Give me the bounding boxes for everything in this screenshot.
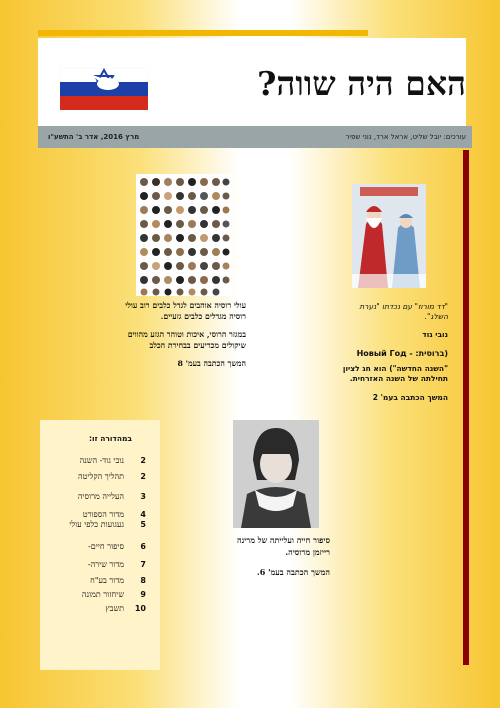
toc-label: תהליך הקליטה bbox=[78, 472, 124, 481]
russia-israel-flag-logo bbox=[60, 68, 148, 110]
toc-label: מדור שירה- bbox=[87, 560, 124, 569]
dogs-paragraph-1: עולי רוסיה אוהבים לגדל כלבים רוב עולי רוסיה מגדלים כלבים גזעיים. bbox=[125, 301, 246, 321]
toc-item[interactable] bbox=[40, 604, 150, 616]
life-story-text bbox=[226, 534, 330, 586]
toc-heading: במהדורה זו: bbox=[89, 434, 132, 443]
toc-page-number: 3 bbox=[140, 492, 146, 501]
toc-page-number: 5 bbox=[140, 520, 146, 529]
toc-item[interactable] bbox=[40, 456, 150, 468]
toc-item[interactable] bbox=[40, 576, 150, 588]
toc-item[interactable] bbox=[40, 472, 150, 484]
toc-page-number: 7 bbox=[140, 560, 146, 569]
card-caption: "דד מורוז" עם נכדתו "נערת השלג". bbox=[359, 302, 448, 321]
editors-line: עורכים: יובל שליט, אראל ארד, נוני שפיר bbox=[345, 133, 466, 141]
toc-item[interactable] bbox=[40, 542, 150, 554]
toc-label: נובי גוד- השנה bbox=[79, 456, 124, 465]
toc-label: סיפור חיים- bbox=[88, 542, 124, 551]
newsletter-title: האם היה שווה? bbox=[257, 64, 466, 103]
new-year-heading: נובי גוד bbox=[422, 330, 448, 339]
dog-breeds-collage-image bbox=[136, 174, 232, 296]
editors-strip bbox=[38, 126, 472, 148]
dogs-paragraph-2: במגזר הרוסי, איכות וטוהר הגזע מהווים שיקולים מכריעים בבחירת הכלב bbox=[127, 330, 246, 350]
toc-label: מדור הספורט bbox=[82, 510, 124, 519]
toc-item[interactable] bbox=[40, 492, 150, 504]
russian-label: (ברוסית: - bbox=[409, 349, 448, 358]
toc-label: העלייה מרוסיה bbox=[77, 492, 124, 501]
toc-page-number: 2 bbox=[140, 472, 146, 481]
toc-item[interactable] bbox=[40, 520, 150, 532]
toc-label: מדור בע"ח bbox=[90, 576, 124, 585]
life-story-paragraph: סיפור חייה ועלייתה של מרינה רייזמן מרוסיה. bbox=[236, 535, 330, 557]
toc-label: תשבץ bbox=[105, 604, 124, 613]
table-of-contents bbox=[40, 420, 160, 670]
toc-item[interactable] bbox=[40, 560, 150, 572]
toc-page-number: 2 bbox=[140, 456, 146, 465]
toc-item[interactable] bbox=[40, 590, 150, 602]
russian-name-line bbox=[338, 349, 448, 359]
ded-moroz-card-image bbox=[352, 184, 426, 288]
toc-page-number: 9 bbox=[140, 590, 146, 599]
new-year-article-text bbox=[338, 302, 448, 412]
dogs-article-text bbox=[120, 300, 246, 376]
girl-portrait-photo bbox=[233, 420, 319, 528]
dogs-continued: המשך הכתבה בעמ' 8 bbox=[177, 359, 246, 368]
toc-label: געגועות כלפי עולי bbox=[69, 520, 124, 529]
toc-label: שיחזור תמונה bbox=[81, 590, 124, 599]
toc-page-number: 4 bbox=[140, 510, 146, 519]
top-accent-bar bbox=[38, 30, 368, 36]
new-year-continued: המשך הכתבה בעמ' 2 bbox=[372, 393, 448, 402]
new-year-body: "השנה החדשה") הוא חג לציון תחילתה של השנה האזרחית. bbox=[342, 364, 448, 383]
issue-date: מרץ 2016, אדר ב' התשע"ו bbox=[48, 133, 140, 141]
russian-text: Новый Год bbox=[356, 349, 407, 358]
life-story-continued: המשך הכתבה בעמ' 6. bbox=[256, 567, 330, 577]
toc-page-number: 6 bbox=[140, 542, 146, 551]
toc-page-number: 10 bbox=[134, 604, 146, 613]
red-side-bar bbox=[463, 150, 469, 665]
toc-page-number: 8 bbox=[140, 576, 146, 585]
